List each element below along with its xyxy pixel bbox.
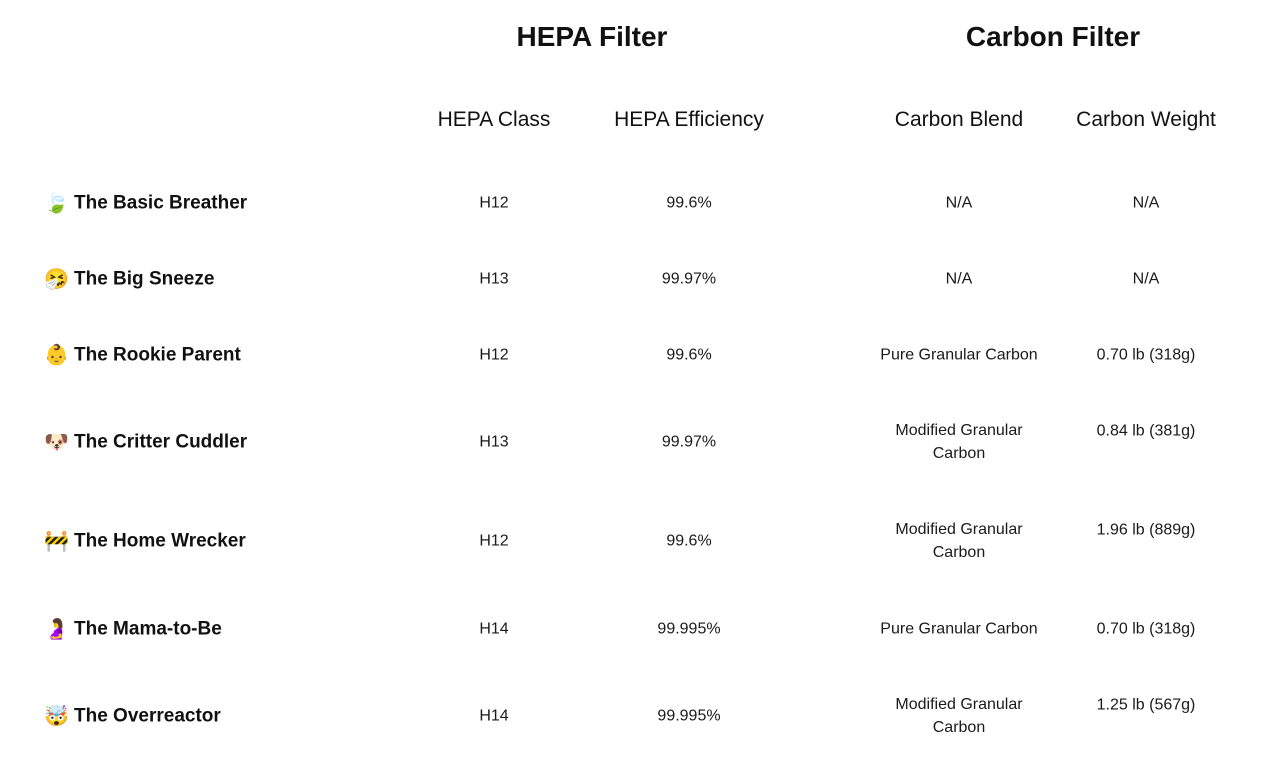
cell-hepa-efficiency: 99.97% [661, 433, 717, 451]
cell-carbon-weight: 0.84 lb (381g) [1096, 422, 1196, 440]
carbon-filter-group-title: Carbon Filter [965, 21, 1141, 52]
row-name: The Critter Cuddler [74, 431, 248, 452]
row-label [44, 617, 222, 642]
cell-carbon-blend: Modified Granular Carbon [895, 422, 1023, 462]
row-label [44, 704, 221, 729]
pregnant-woman-icon: 🤰 [44, 618, 69, 640]
cell-hepa-class: H13 [479, 270, 509, 288]
construction-barrier-icon: 🚧 [44, 530, 69, 552]
column-header-carbon-weight: Carbon Weight [1076, 108, 1216, 131]
column-header-hepa-efficiency: HEPA Efficiency [614, 108, 764, 131]
cell-hepa-efficiency: 99.995% [657, 620, 721, 638]
leaf-icon: 🍃 [44, 192, 69, 214]
cell-carbon-blend: Modified Granular Carbon [895, 696, 1023, 736]
cell-carbon-weight: 0.70 lb (318g) [1096, 346, 1196, 364]
cell-hepa-class: H12 [479, 346, 509, 364]
exploding-head-icon: 🤯 [44, 705, 69, 727]
cell-hepa-efficiency: 99.97% [661, 270, 717, 288]
row-name: The Rookie Parent [74, 344, 241, 365]
sneezing-face-icon: 🤧 [44, 268, 69, 290]
cell-hepa-class: H12 [479, 194, 509, 212]
row-name: The Mama-to-Be [74, 618, 222, 639]
cell-carbon-blend: Pure Granular Carbon [880, 620, 1038, 638]
cell-carbon-blend: Pure Granular Carbon [880, 346, 1038, 364]
row-name: The Big Sneeze [74, 268, 215, 289]
row-name: The Basic Breather [74, 192, 248, 213]
cell-carbon-weight: N/A [1132, 270, 1160, 288]
cell-hepa-class: H13 [479, 433, 509, 451]
dog-face-icon: 🐶 [44, 431, 69, 453]
cell-hepa-class: H14 [479, 707, 509, 725]
cell-carbon-weight: 1.25 lb (567g) [1096, 696, 1196, 714]
cell-hepa-class: H12 [479, 532, 509, 550]
cell-carbon-weight: 1.96 lb (889g) [1096, 521, 1196, 539]
cell-carbon-blend: N/A [945, 270, 973, 288]
column-header-carbon-blend: Carbon Blend [894, 108, 1024, 131]
cell-hepa-class: H14 [479, 620, 509, 638]
column-header-hepa-class: HEPA Class [437, 108, 551, 131]
row-name: The Overreactor [74, 705, 221, 726]
cell-hepa-efficiency: 99.6% [666, 532, 712, 550]
row-label [44, 430, 247, 455]
row-label [44, 343, 241, 368]
row-label [44, 529, 246, 554]
cell-carbon-weight: 0.70 lb (318g) [1096, 620, 1196, 638]
row-name: The Home Wrecker [74, 530, 246, 551]
cell-hepa-efficiency: 99.6% [666, 194, 712, 212]
cell-carbon-blend: N/A [945, 194, 973, 212]
hepa-filter-group-title: HEPA Filter [516, 21, 668, 52]
cell-carbon-weight: N/A [1132, 194, 1160, 212]
baby-icon: 👶 [44, 344, 69, 366]
cell-hepa-efficiency: 99.6% [666, 346, 712, 364]
row-label [44, 191, 247, 216]
cell-hepa-efficiency: 99.995% [657, 707, 721, 725]
cell-carbon-blend: Modified Granular Carbon [895, 521, 1023, 561]
row-label [44, 267, 214, 292]
